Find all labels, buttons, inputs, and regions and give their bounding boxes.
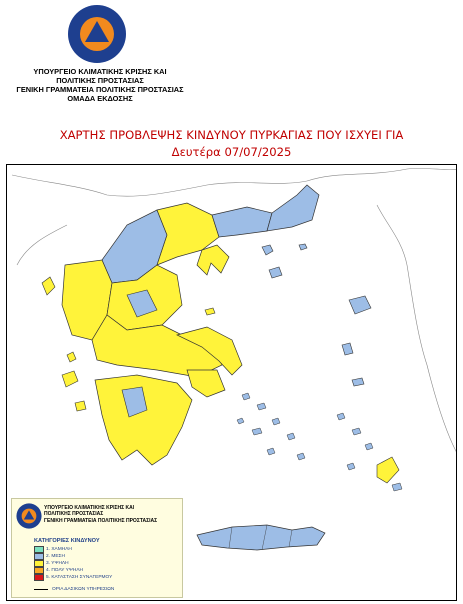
region-cyclades-island: [252, 428, 262, 435]
legend-agency-line: ΓΕΝΙΚΗ ΓΡΑΜΜΑΤΕΙΑ ΠΟΛΙΤΙΚΗΣ ΠΡΟΣΤΑΣΙΑΣ: [44, 517, 158, 524]
region-thrace: [267, 185, 319, 231]
agency-line: ΥΠΟΥΡΓΕΙΟ ΚΛΙΜΑΤΙΚΗΣ ΚΡΙΣΗΣ ΚΑΙ: [33, 67, 167, 76]
legend-forest-boundary: [34, 587, 114, 592]
coastline-turkey: [377, 205, 457, 455]
region-peloponnese: [95, 375, 192, 465]
legend-item-5: [34, 574, 112, 580]
region-lesvos: [349, 296, 371, 314]
neighbor-border: [307, 168, 457, 181]
region-east-macedonia: [212, 207, 272, 237]
region-cyclades-island: [287, 433, 295, 440]
region-rhodes: [377, 457, 399, 483]
region-lemnos: [269, 267, 282, 278]
civil-protection-logo: [67, 4, 127, 64]
region-dodecanese-island: [365, 443, 373, 450]
region-samos: [352, 378, 364, 386]
legend-agency-line: ΠΟΛΙΤΙΚΗΣ ΠΡΟΣΤΑΣΙΑΣ: [44, 511, 104, 518]
civil-protection-logo: [16, 503, 42, 529]
region-samothraki: [299, 244, 307, 250]
forest-boundary-line: [34, 589, 48, 590]
legend-heading: ΚΑΤΗΓΟΡΙΕΣ ΚΙΝΔΥΝΟΥ: [34, 538, 100, 544]
agency-block: [0, 67, 200, 103]
region-cyclades-island: [272, 418, 280, 425]
region-thasos: [262, 245, 273, 255]
legend-swatch: [34, 546, 44, 553]
legend-swatch: [34, 567, 44, 574]
region-chios: [342, 343, 353, 355]
legend-label: 3. ΥΨΗΛΗ: [46, 560, 69, 566]
legend-label: ΟΡΙΑ ΔΑΣΙΚΩΝ ΥΠΗΡΕΣΙΩΝ: [52, 587, 115, 592]
legend-label: 2. ΜΕΣΗ: [46, 553, 65, 559]
agency-line: ΓΕΝΙΚΗ ΓΡΑΜΜΑΤΕΙΑ ΠΟΛΙΤΙΚΗΣ ΠΡΟΣΤΑΣΙΑΣ: [16, 85, 184, 94]
region-corfu: [42, 277, 55, 295]
legend-label: 4. ΠΟΛΥ ΥΨΗΛΗ: [46, 567, 83, 573]
region-cyclades-island: [237, 418, 244, 424]
legend-agency-line: ΥΠΟΥΡΓΕΙΟ ΚΛΙΜΑΤΙΚΗΣ ΚΡΙΣΗΣ ΚΑΙ: [44, 505, 135, 511]
neighbor-border: [17, 225, 67, 265]
region-cyclades-island: [257, 403, 266, 410]
legend-label: 1. ΧΑΜΗΛΗ: [46, 546, 72, 552]
legend-item-2: [34, 553, 65, 559]
region-kefalonia: [62, 371, 78, 387]
region-dodecanese-island: [352, 428, 361, 435]
region-zakynthos: [75, 401, 86, 411]
legend-panel: [11, 498, 183, 598]
agency-line: ΟΜΑΔΑ ΕΚΔΟΣΗΣ: [67, 94, 133, 103]
map-title: ΧΑΡΤΗΣ ΠΡΟΒΛΕΨΗΣ ΚΙΝΔΥΝΟΥ ΠΥΡΚΑΓΙΑΣ ΠΟΥ ΙΣΧΥΕΙ ΓΙΑ: [59, 128, 404, 142]
legend-swatch: [34, 560, 44, 567]
legend-swatch: [34, 553, 44, 560]
legend-item-3: [34, 560, 69, 566]
region-cyclades-island: [267, 448, 275, 455]
fire-risk-map: [6, 164, 457, 601]
map-date: Δευτέρα 07/07/2025: [171, 145, 292, 159]
legend-swatch: [34, 574, 44, 581]
region-dodecanese-island: [337, 413, 345, 420]
region-dodecanese-island: [347, 463, 355, 470]
agency-line: ΠΟΛΙΤΙΚΗΣ ΠΡΟΣΤΑΣΙΑΣ: [56, 76, 144, 85]
region-crete: [197, 525, 325, 550]
legend-agency-block: [44, 505, 157, 524]
neighbor-border: [12, 175, 307, 196]
legend-item-4: [34, 567, 83, 573]
region-attica: [187, 370, 225, 397]
region-cyclades-island: [297, 453, 305, 460]
region-dodecanese-island: [392, 483, 402, 491]
legend-label: 5. ΚΑΤΑΣΤΑΣΗ ΣΥΝΑΓΕΡΜΟΥ: [46, 574, 113, 580]
region-cyclades-island: [242, 393, 250, 400]
region-lefkada: [67, 352, 76, 362]
region-sporades: [205, 308, 215, 315]
legend-item-1: [34, 546, 72, 552]
